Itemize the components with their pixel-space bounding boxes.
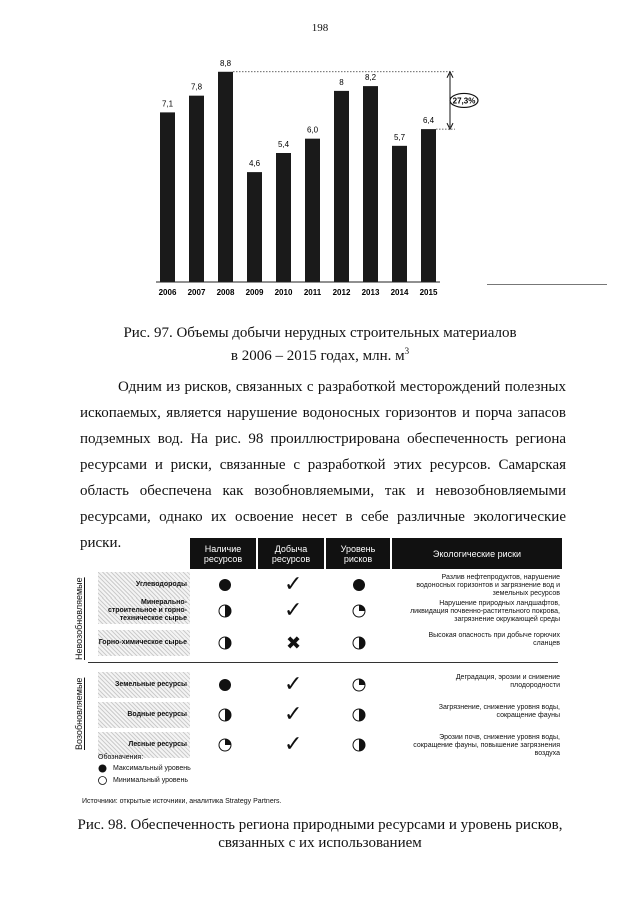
figure-98-caption-line1: Рис. 98. Обеспеченность региона природными ресурсами и уровень рисков,	[77, 817, 563, 833]
x-tick-label: 2006	[158, 288, 177, 297]
risk-full-circle-icon	[352, 578, 366, 592]
x-tick-label: 2010	[274, 288, 293, 297]
figure-97-caption	[60, 324, 580, 365]
presence-quarter-circle-icon	[218, 738, 232, 752]
bar-value-label: 7,8	[190, 82, 203, 92]
header-presence: Наличие ресурсов	[190, 538, 256, 569]
checkmark-icon: ✓	[284, 598, 303, 623]
presence-half-circle-icon	[218, 708, 232, 722]
bar-2013	[363, 86, 378, 282]
risk-description: Загрязнение, снижение уровня воды, сокращение фауны	[438, 704, 560, 719]
legend-max-label: Максимальный уровень	[113, 765, 191, 772]
chart-divider-line	[487, 284, 607, 285]
risk-quarter-circle-icon	[352, 604, 366, 618]
presence-half-circle-icon	[218, 604, 232, 618]
group-renewable-label: Возобновляемые	[74, 677, 84, 750]
group-divider	[88, 662, 558, 663]
risk-quarter-circle-icon	[352, 678, 366, 692]
bar-2007	[189, 96, 204, 282]
figure-98-caption-line2: связанных с их использованием	[218, 835, 422, 851]
bar-value-label: 6,0	[306, 125, 319, 135]
header-extraction: Добыча ресурсов	[258, 538, 324, 569]
x-tick-label: 2007	[187, 288, 206, 297]
resources-risk-table	[74, 536, 566, 805]
bar-2006	[160, 112, 175, 282]
full-circle-icon	[98, 764, 107, 773]
checkmark-icon: ✓	[284, 672, 303, 697]
risk-half-circle-icon	[352, 636, 366, 650]
x-tick-label: 2014	[390, 288, 409, 297]
bar-2011	[305, 139, 320, 282]
group-nonrenewable-label: Невозобновляемые	[74, 577, 84, 660]
bar-value-label: 8	[339, 77, 344, 87]
table-source: Источники: открытые источники, аналитика Strategy Partners.	[82, 798, 282, 805]
checkmark-icon: ✓	[284, 572, 303, 597]
checkmark-icon: ✓	[284, 702, 303, 727]
legend-max	[98, 764, 191, 773]
risk-description: Эрозии почв, снижение уровня воды, сокращение фауны, повышение загрязнения воздуха	[413, 734, 560, 757]
risk-description: Разлив нефтепродуктов, нарушение водоносных горизонтов и загрязнение вод и земельных ресурсов	[416, 574, 560, 597]
legend-title: Обозначения:	[98, 754, 144, 761]
bar-2010	[276, 153, 291, 282]
legend-min	[98, 776, 188, 785]
figure-97-caption-line1: Рис. 97. Объемы добычи нерудных строительных материалов	[123, 325, 517, 341]
bar-2014	[392, 146, 407, 282]
bar-2012	[334, 91, 349, 282]
resource-label: Земельные ресурсы	[98, 672, 190, 698]
bar-value-label: 7,1	[161, 99, 174, 109]
risk-half-circle-icon	[352, 708, 366, 722]
risk-half-circle-icon	[352, 738, 366, 752]
page-number: 198	[311, 22, 329, 34]
bar-value-label: 4,6	[248, 159, 261, 169]
resource-label: Лесные ресурсы	[98, 732, 190, 758]
extraction-bar-chart	[150, 52, 490, 302]
bar-value-label: 5,7	[393, 132, 406, 142]
bar-value-label: 8,2	[364, 73, 377, 83]
checkmark-icon: ✓	[284, 732, 303, 757]
bar-value-label: 5,4	[277, 140, 290, 149]
legend-min-label: Минимальный уровень	[113, 777, 188, 784]
resource-label: Горно-химическое сырье	[98, 630, 190, 656]
bar-value-label: 8,8	[219, 58, 232, 68]
body-paragraph	[80, 374, 566, 556]
header-ecological-risks: Экологические риски	[392, 538, 562, 569]
x-tick-label: 2013	[361, 288, 380, 297]
annotation-percent-label: 27,3%	[452, 96, 476, 106]
resource-label: Углеводороды	[98, 572, 190, 598]
x-tick-label: 2009	[245, 288, 264, 297]
presence-half-circle-icon	[218, 636, 232, 650]
risk-description: Нарушение природных ландшафтов, ликвидация почвенно-растительного покрова, загрязнение окружающей среды	[410, 600, 560, 623]
figure-97-caption-line2-text: в 2006 – 2015 годах, млн. м	[230, 348, 405, 364]
x-tick-label: 2008	[216, 288, 235, 297]
risk-description: Высокая опасность при добыче горючих сланцев	[428, 632, 560, 647]
resource-label: Водные ресурсы	[98, 702, 190, 728]
risk-description: Деградация, эрозии и снижение плодородности	[455, 674, 560, 689]
bar-2008	[218, 72, 233, 282]
cross-icon: ✖	[286, 633, 302, 654]
unit-superscript: 3	[404, 346, 410, 356]
bar-value-label: 6,4	[422, 116, 435, 126]
bar-2009	[247, 172, 262, 282]
figure-97-caption-line2	[60, 342, 580, 365]
x-tick-label: 2015	[419, 288, 438, 297]
presence-full-circle-icon	[218, 678, 232, 692]
presence-full-circle-icon	[218, 578, 232, 592]
x-tick-label: 2012	[332, 288, 351, 297]
bar-2015	[421, 129, 436, 282]
figure-98-caption	[60, 816, 580, 852]
body-paragraph-text: Одним из рисков, связанных с разработкой месторождений полезных ископаемых, является нарушение водоносных горизонтов и порча запасов подземных вод. На рис. 98 проиллюстрирована обеспеченность региона ресурсами и риски, связанные с разработкой этих ресурсов. Самарская область обеспечена как возобновляемыми, так и невозобновляемыми ресурсами, однако их освоение несет в себе различные экологические риски.	[80, 379, 566, 551]
empty-circle-icon	[98, 776, 107, 785]
header-risk-level: Уровень рисков	[326, 538, 390, 569]
resource-label: Минерально-строительное и горно-техническое сырье	[98, 598, 190, 624]
x-tick-label: 2011	[303, 288, 322, 297]
